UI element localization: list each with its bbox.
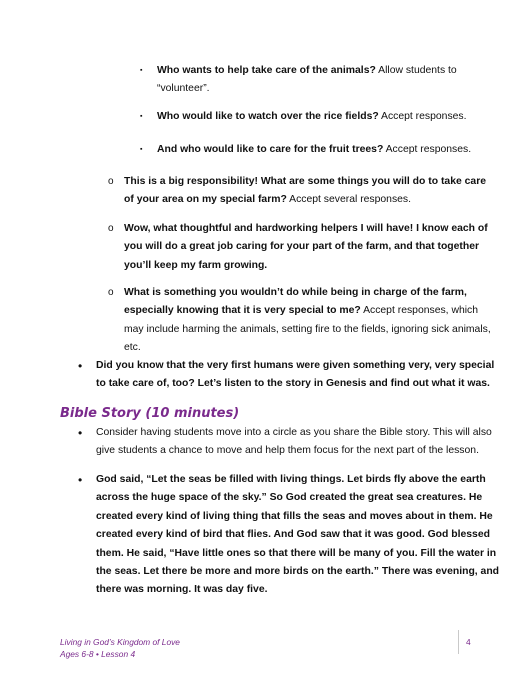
response-text: Accept responses, which [360, 305, 479, 317]
footer-subtitle: Ages 6-8 • Lesson 4 [60, 649, 136, 659]
response-text: Allow students to [375, 65, 457, 76]
list-item [124, 173, 486, 210]
story-line: created every kind of living thing that fills the seas and moves about in them. He [96, 510, 493, 522]
instruction-text: give students a chance to move and help them focus for the next part of the lesson. [96, 445, 479, 457]
square-bullet-icon: ▪ [140, 146, 143, 153]
list-item [96, 357, 494, 394]
list-item [96, 424, 492, 461]
response-text: Accept responses. [383, 144, 472, 155]
question-text: Who wants to help take care of the animals? [157, 65, 376, 76]
square-bullet-icon: ▪ [140, 67, 143, 74]
question-text: of your area on my special farm? [124, 194, 287, 206]
response-text: may include harming the animals, setting fire to the fields, ignoring sick animals, [124, 323, 491, 335]
instruction-text: Consider having students move into a circle as you share the Bible story. This will also [96, 427, 492, 438]
circle-bullet-icon: o [108, 223, 114, 234]
question-text: This is a big responsibility! What are some things you will do to take care [124, 176, 487, 187]
footer-divider [458, 630, 459, 654]
story-line: across the huge space of the sky.” So God created the great sea creatures. He [96, 492, 483, 504]
question-text: What is something you wouldn’t do while being in charge of the farm, [124, 287, 467, 298]
dot-bullet-icon: • [78, 359, 83, 373]
footer-title: Living in God’s Kingdom of Love [60, 637, 180, 647]
response-text: Accept several responses. [286, 194, 412, 206]
response-text: etc. [124, 342, 141, 354]
story-line: them. He said, “Have little ones so that there will be many of you. Fill the water in [96, 547, 497, 559]
question-text: Who would like to watch over the rice fields? [157, 111, 379, 122]
dot-bullet-icon: • [78, 473, 83, 487]
response-text: “volunteer”. [157, 83, 210, 95]
statement-text: Wow, what thoughtful and hardworking helpers I will have! I know each of [124, 223, 488, 234]
dot-bullet-icon: • [78, 426, 83, 440]
statement-text: you’ll keep my farm growing. [124, 259, 268, 271]
story-line: there was morning. It was day five. [96, 584, 268, 596]
story-paragraph [96, 471, 499, 600]
question-text: especially knowing that it is very special to me? [124, 305, 361, 317]
page-footer [60, 636, 180, 660]
list-item [157, 62, 457, 99]
response-text: Accept responses. [378, 111, 467, 122]
page-number: 4 [466, 637, 471, 647]
square-bullet-icon: ▪ [140, 113, 143, 120]
list-item [124, 220, 488, 275]
statement-text: you will do a great job caring for your part of the farm, and that together [124, 241, 480, 253]
list-item [157, 141, 471, 159]
question-text: And who would like to care for the fruit trees? [157, 144, 384, 155]
story-line: created every kind of bird that flies. And God saw that it was good. God blessed [96, 529, 490, 541]
list-item [124, 284, 491, 358]
statement-text: to take care of, too? Let’s listen to the story in Genesis and find out what it was. [96, 378, 490, 390]
list-item [157, 108, 467, 126]
section-heading: Bible Story (10 minutes) [60, 406, 240, 421]
circle-bullet-icon: o [108, 176, 114, 187]
story-line: the seas. Let there be more and more birds on the earth.” There was evening, and [96, 566, 500, 578]
statement-text: Did you know that the very first humans were given something very, very special [96, 360, 495, 371]
story-line: God said, “Let the seas be filled with living things. Let birds fly above the earth [96, 474, 486, 485]
circle-bullet-icon: o [108, 287, 114, 298]
